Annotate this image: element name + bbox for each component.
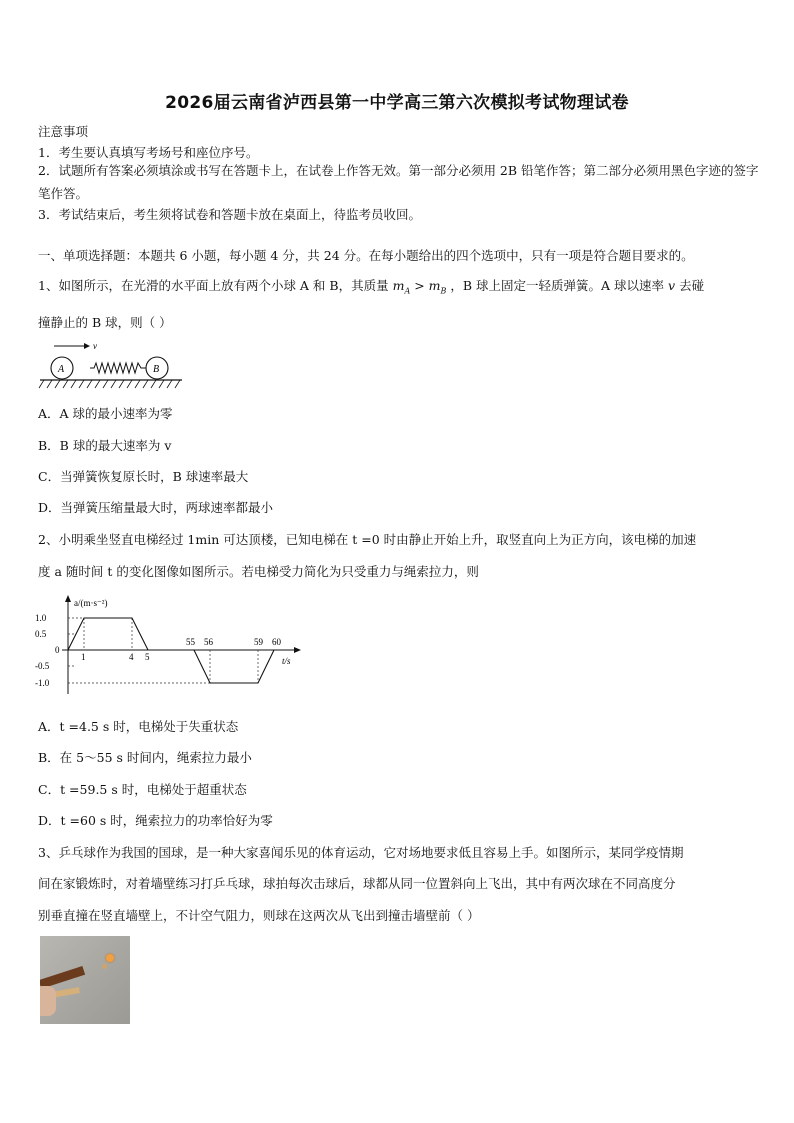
q2-stem-line2: 度 a 随时间 t 的变化图像如图所示。若电梯受力简化为只受重力与绳索拉力，则 <box>38 564 479 579</box>
q1-stem-line1 <box>38 276 704 296</box>
q1-mass-inequality: $m_A > m_B$ <box>392 278 447 296</box>
q1-stem-part-b: ，B 球上固定一轻质弹簧。A 球以速率 <box>450 278 665 293</box>
x-tick: 1 <box>81 652 86 662</box>
x-tick: 4 <box>129 652 134 662</box>
q2-option-a: A．t =4.5 s 时，电梯处于失重状态 <box>38 719 239 734</box>
q1-option-c: C．当弹簧恢复原长时，B 球速率最大 <box>38 469 249 484</box>
x-tick: 55 <box>186 637 195 647</box>
notice-heading: 注意事项 <box>38 124 89 139</box>
q1-fig-ball-b-label: B <box>153 364 160 375</box>
q1-stem-part-c: 去碰 <box>679 278 705 293</box>
q1-option-b: B．B 球的最大速率为 v <box>38 438 172 453</box>
q2-option-c: C．t =59.5 s 时，电梯处于超重状态 <box>38 782 247 797</box>
section-heading: 一、单项选择题：本题共 6 小题，每小题 4 分，共 24 分。在每小题给出的四个选项中，只有一项是符合题目要求的。 <box>38 248 694 263</box>
y-axis-label: a/(m·s⁻²) <box>74 598 108 608</box>
x-tick: 5 <box>145 652 150 662</box>
q1-fig-ball-a-label: A <box>58 364 65 375</box>
x-axis-label: t/s <box>282 656 291 666</box>
q3-stem-line2: 间在家锻炼时，对着墙壁练习打乒乓球，球拍每次击球后，球都从同一位置斜向上飞出，其中有两次球在不同高度分 <box>38 876 676 891</box>
ping-pong-photo <box>40 936 130 1024</box>
y-tick: 0 <box>55 645 60 655</box>
q2-option-b: B．在 5～55 s 时间内，绳索拉力最小 <box>38 750 252 765</box>
page-title: 2026届云南省泸西县第一中学高三第六次模拟考试物理试卷 <box>165 93 629 113</box>
q3-stem-line1: 3、乒乓球作为我国的国球，是一种大家喜闻乐见的体育运动，它对场地要求低且容易上手。如图所示，某同学疫情期 <box>38 845 684 860</box>
q1-option-d: D．当弹簧压缩量最大时，两球速率都最小 <box>38 500 274 515</box>
notice-item-3: 3．考试结束后，考生须将试卷和答题卡放在桌面上，待监考员收回。 <box>38 207 421 222</box>
y-tick: 1.0 <box>35 613 47 623</box>
notice-item-2: 2．试题所有答案必须填涂或书写在答题卡上，在试卷上作答无效。第一部分必须用 2B 铅笔作答；第二部分必须用黑色字迹的签字笔作答。 <box>38 163 759 201</box>
q3-stem-line3: 别垂直撞在竖直墙壁上，不计空气阻力，则球在这两次从飞出到撞击墙壁前（ ） <box>38 908 480 923</box>
q1-velocity-symbol: v <box>668 278 676 293</box>
q1-figure <box>38 338 186 394</box>
ping-pong-ball-trail <box>102 964 107 969</box>
q1-option-a: A．A 球的最小速率为零 <box>38 406 173 421</box>
ping-pong-ball <box>106 954 114 962</box>
q1-stem-part-a: 1、如图所示，在光滑的水平面上放有两个小球 A 和 B，其质量 <box>38 278 389 293</box>
y-tick: -1.0 <box>35 678 50 688</box>
spring <box>90 363 146 373</box>
q2-stem-line1: 2、小明乘坐竖直电梯经过 1min 可达顶楼，已知电梯在 t =0 时由静止开始上升，取竖直向上为正方向，该电梯的加速 <box>38 532 697 547</box>
q2-option-d: D．t =60 s 时，绳索拉力的功率恰好为零 <box>38 813 273 828</box>
y-tick: 0.5 <box>35 629 47 639</box>
q1-fig-velocity-label: v <box>93 341 97 351</box>
q2-figure <box>32 594 304 702</box>
notice-item-1: 1．考生要认真填写考场号和座位序号。 <box>38 145 259 160</box>
x-tick: 60 <box>272 637 281 647</box>
x-tick: 56 <box>204 637 213 647</box>
q1-stem-line2: 撞静止的 B 球，则（ ） <box>38 315 172 330</box>
ground-hatch <box>39 380 180 388</box>
y-tick: -0.5 <box>35 661 50 671</box>
hand <box>40 986 56 1016</box>
x-tick: 59 <box>254 637 263 647</box>
